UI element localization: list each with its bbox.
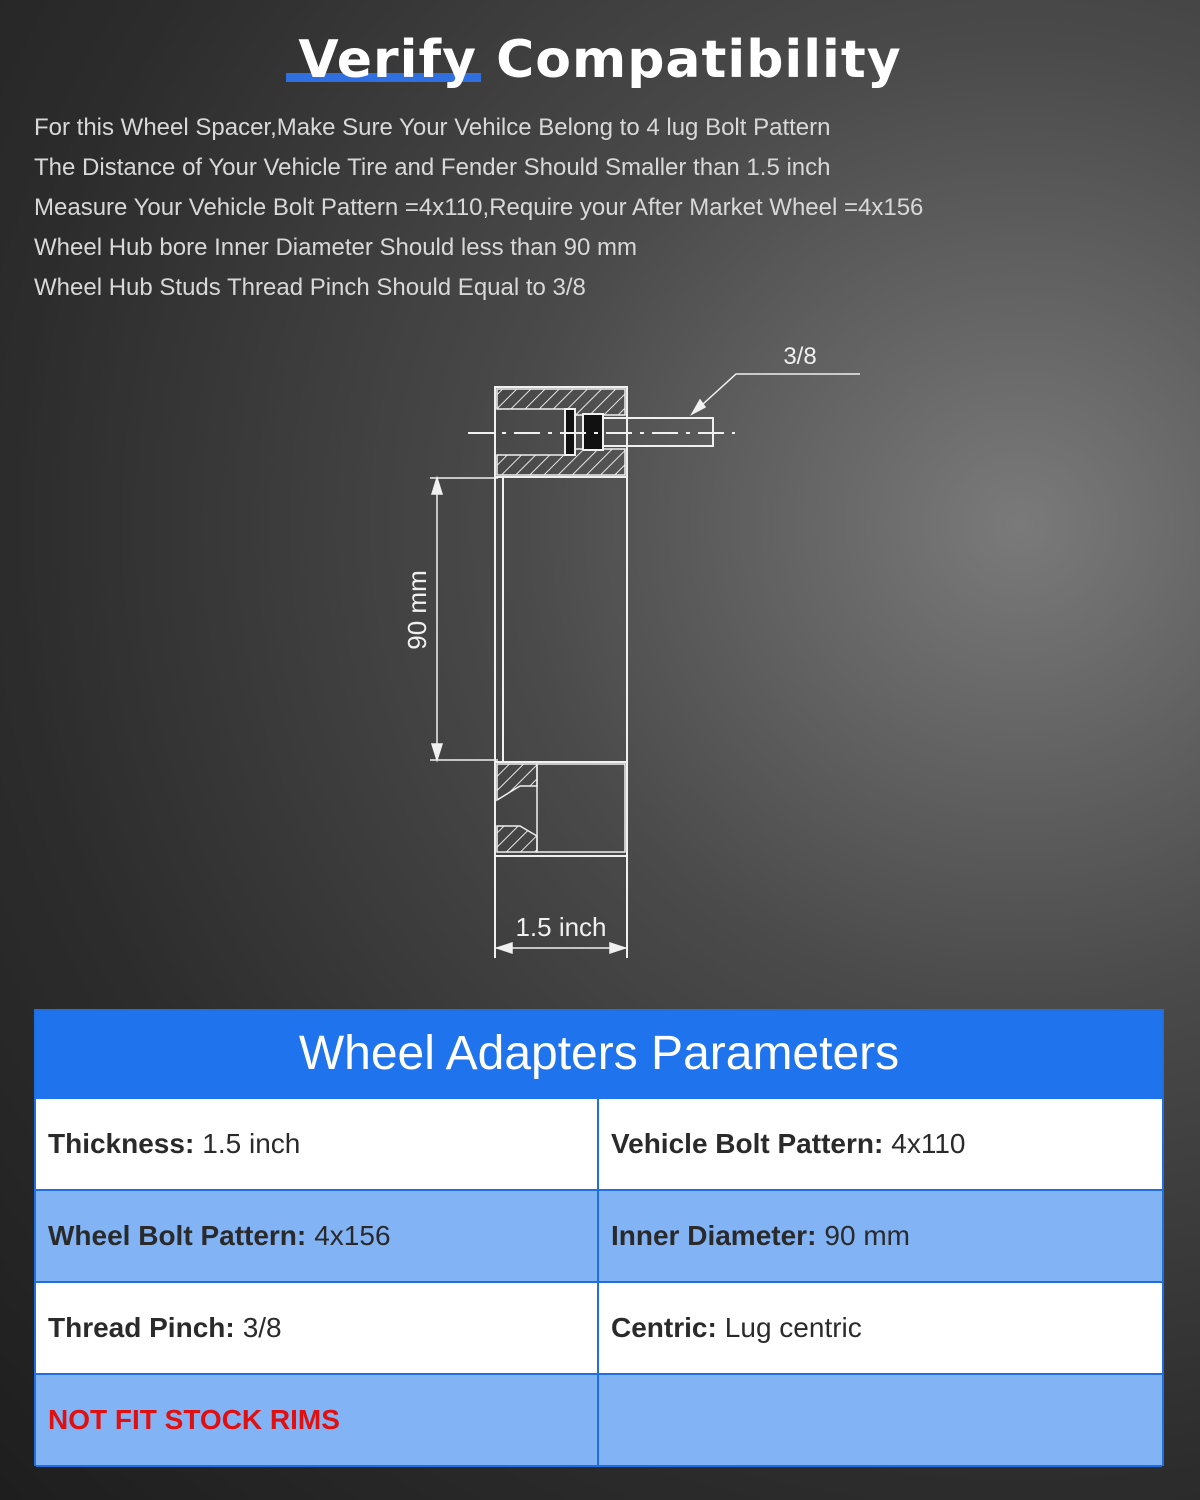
- requirement-item: The Distance of Your Vehicle Tire and Fender Should Smaller than 1.5 inch: [34, 154, 831, 181]
- param-centric: Centric: Lug centric: [599, 1283, 1162, 1375]
- requirement-item: For this Wheel Spacer,Make Sure Your Vehilce Belong to 4 lug Bolt Pattern: [34, 114, 831, 141]
- hatched-sections: [497, 389, 625, 852]
- param-vehicle-bolt-pattern: Vehicle Bolt Pattern: 4x110: [599, 1099, 1162, 1191]
- title-rest: Compatibility: [496, 30, 902, 90]
- diameter-dimension: [430, 478, 498, 760]
- param-wheel-bolt-pattern: Wheel Bolt Pattern: 4x156: [36, 1191, 599, 1283]
- diameter-label: 90 mm: [402, 570, 432, 650]
- thread-leader: [692, 374, 860, 414]
- stud: [565, 409, 713, 455]
- thread-label: 3/8: [783, 343, 817, 370]
- requirement-item: Measure Your Vehicle Bolt Pattern =4x110,Require your After Market Wheel =4x156: [34, 194, 924, 221]
- parameters-table: [34, 1009, 1164, 1466]
- page-title: [0, 30, 1200, 90]
- param-thread-pinch: Thread Pinch: 3/8: [36, 1283, 599, 1375]
- spacer-cross-section-diagram: [0, 300, 1200, 1000]
- requirements-list: [34, 112, 923, 312]
- thickness-label: 1.5 inch: [515, 912, 607, 942]
- param-inner-diameter: Inner Diameter: 90 mm: [599, 1191, 1162, 1283]
- parameters-title: Wheel Adapters Parameters: [36, 1011, 1162, 1099]
- warning-text: NOT FIT STOCK RIMS: [48, 1404, 340, 1435]
- empty-cell: [599, 1375, 1162, 1467]
- requirement-item: Wheel Hub bore Inner Diameter Should less than 90 mm: [34, 234, 637, 261]
- warning-cell: [36, 1375, 599, 1467]
- thickness-dimension: [495, 943, 627, 953]
- title-highlight: Verify: [298, 30, 478, 90]
- requirement-item: Wheel Hub Studs Thread Pinch Should Equal to 3/8: [34, 274, 586, 301]
- parameters-grid: [36, 1099, 1162, 1467]
- param-thickness: Thickness: 1.5 inch: [36, 1099, 599, 1191]
